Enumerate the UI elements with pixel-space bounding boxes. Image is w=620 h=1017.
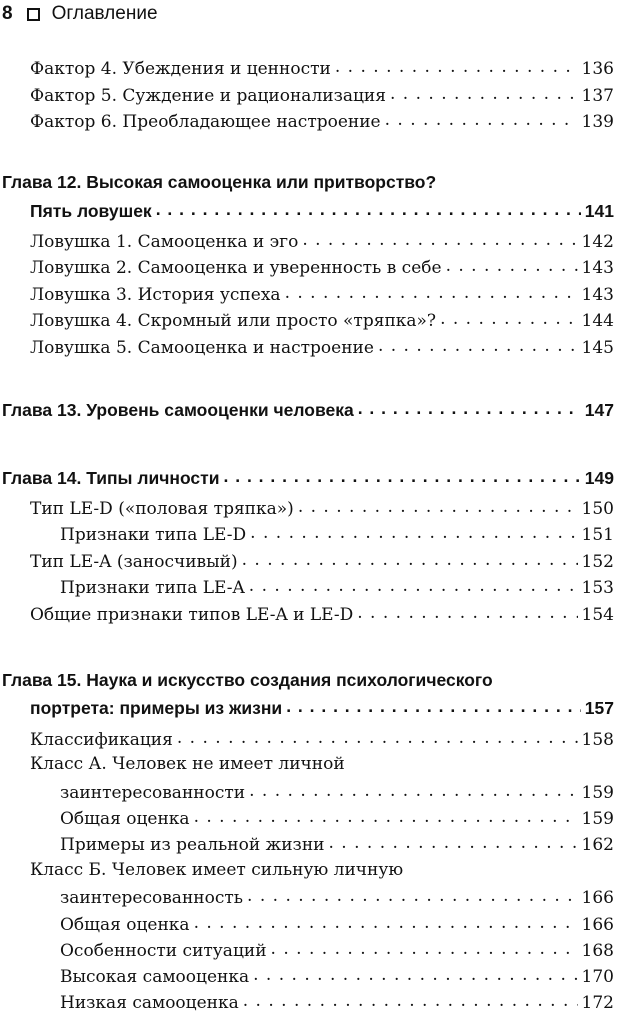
toc-entry[interactable]: Ловушка 4. Скромный или просто «тряпка»? . . . 144 [0, 309, 620, 335]
toc-entry[interactable]: Ловушка 3. История успеха . . . 143 [0, 283, 620, 309]
toc-subentry[interactable]: Примеры из реальной жизни . . . 162 [0, 833, 620, 859]
toc-entry[interactable]: Ловушка 5. Самооценка и настроение . . . 145 [0, 336, 620, 362]
toc-subentry[interactable]: Признаки типа LE-D . . . 151 [0, 523, 620, 549]
toc-chapter-entry[interactable]: Глава 13. Уровень самооценки человека . . . 147 [0, 398, 620, 424]
toc-chapter-entry[interactable]: Пять ловушек . . . 141 [0, 199, 620, 225]
toc-entry[interactable]: Фактор 5. Суждение и рационализация . . . 137 [0, 84, 620, 110]
page-header [0, 0, 620, 28]
toc-chapter-entry[interactable]: портрета: примеры из жизни . . . 157 [0, 696, 620, 722]
toc-entry[interactable]: Класс А. Человек не имеет личной [30, 754, 345, 774]
toc-entry[interactable]: Тип LE-A (заносчивый) . . . 152 [0, 550, 620, 576]
toc-entry[interactable]: Фактор 6. Преобладающее настроение . . . 139 [0, 110, 620, 136]
toc-entry[interactable]: Ловушка 2. Самооценка и уверенность в себе . . . 143 [0, 256, 620, 282]
toc-entry[interactable]: Классификация . . . 158 [0, 728, 620, 754]
checkbox-square-icon [27, 8, 40, 21]
toc-chapter-entry[interactable]: Глава 14. Типы личности . . . 149 [0, 466, 620, 492]
toc-subentry[interactable]: Общая оценка . . . 166 [0, 913, 620, 939]
toc-subentry[interactable]: заинтересованность . . . 166 [0, 886, 620, 912]
toc-entry[interactable]: Общие признаки типов LE-A и LE-D . . . 154 [0, 603, 620, 629]
toc-entry[interactable]: Класс Б. Человек имеет сильную личную [30, 860, 404, 880]
toc-subentry[interactable]: Особенности ситуаций . . . 168 [0, 939, 620, 965]
toc-subentry[interactable]: Высокая самооценка . . . 170 [0, 965, 620, 991]
section-title: Оглавление [51, 3, 158, 24]
toc-chapter-heading[interactable]: Глава 12. Высокая самооценка или притворство? [2, 172, 437, 192]
toc-entry[interactable]: Фактор 4. Убеждения и ценности . . . 136 [0, 57, 620, 83]
toc-subentry[interactable]: Низкая самооценка . . . 172 [0, 991, 620, 1017]
page-number: 8 [2, 3, 13, 24]
toc-subentry[interactable]: заинтересованности . . . 159 [0, 781, 620, 807]
toc-chapter-heading[interactable]: Глава 15. Наука и искусство создания психологического [2, 670, 493, 690]
toc-subentry[interactable]: Общая оценка . . . 159 [0, 807, 620, 833]
toc-entry[interactable]: Тип LE-D («половая тряпка») . . . 150 [0, 497, 620, 523]
toc-entry[interactable]: Ловушка 1. Самооценка и эго . . . 142 [0, 230, 620, 256]
toc-subentry[interactable]: Признаки типа LE-A . . . 153 [0, 576, 620, 602]
